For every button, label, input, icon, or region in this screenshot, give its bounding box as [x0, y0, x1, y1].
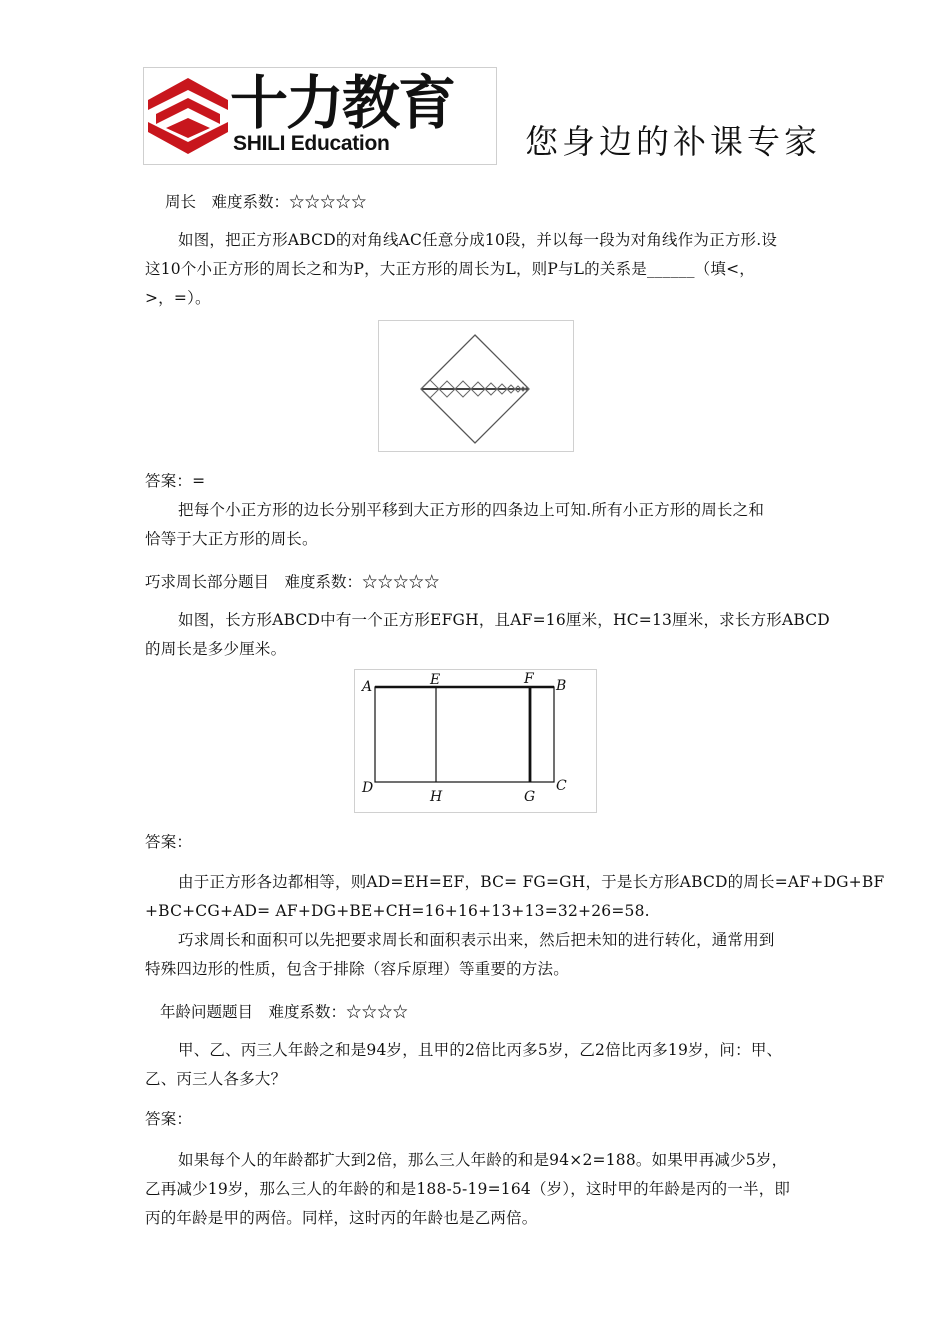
section1-question-line: 如图，把正方形ABCD的对角线AC任意分成10段，并以每一段为对角线作为正方形.设	[178, 231, 778, 249]
label-d: D	[362, 780, 374, 796]
logo-chinese-text: 十力教育	[230, 69, 455, 137]
label-f: F	[524, 671, 534, 687]
label-c: C	[556, 778, 567, 794]
label-e: E	[430, 672, 441, 688]
section2-explain-line: +BC+CG+AD= AF+DG+BE+CH=16+16+13+13=32+26=58.	[145, 902, 650, 920]
section1-heading: 周长 难度系数：☆☆☆☆☆	[165, 193, 367, 211]
section1-explain-line: 恰等于大正方形的周长。	[145, 530, 318, 548]
label-g: G	[524, 789, 536, 805]
section3-answer-label: 答案：	[145, 1110, 193, 1128]
section2-heading: 巧求周长部分题目 难度系数：☆☆☆☆☆	[145, 573, 440, 591]
section2-explain-line: 特殊四边形的性质，包含于排除（容斥原理）等重要的方法。	[145, 960, 569, 978]
section2-answer-label: 答案：	[145, 833, 193, 851]
section3-question-line: 乙、丙三人各多大？	[145, 1070, 287, 1088]
section1-answer-label: 答案：=	[145, 472, 206, 490]
section3-explain-line: 丙的年龄是甲的两倍。同样，这时丙的年龄也是乙两倍。	[145, 1209, 538, 1227]
logo-english-text: SHILI Education	[233, 132, 390, 155]
label-b: B	[556, 678, 567, 694]
section1-explain-line: 把每个小正方形的边长分别平移到大正方形的四条边上可知.所有小正方形的周长之和	[178, 501, 765, 519]
section1-question-line: >，=）。	[145, 289, 211, 307]
slogan: 您身边的补课专家	[525, 122, 821, 161]
section1-question-line: 这10个小正方形的周长之和为P，大正方形的周长为L，则P与L的关系是______（填<，	[145, 260, 755, 278]
section2-explain-line: 巧求周长和面积可以先把要求周长和面积表示出来，然后把未知的进行转化，通常用到	[178, 931, 775, 949]
section3-heading: 年龄问题题目 难度系数：☆☆☆☆	[160, 1003, 409, 1021]
label-a: A	[362, 679, 373, 695]
section2-explain-line: 由于正方形各边都相等，则AD=EH=EF，BC= FG=GH，于是长方形ABCD的周长=AF+DG+BF	[178, 873, 885, 891]
diagonal-squares-diagram	[379, 321, 573, 451]
section3-question-line: 甲、乙、丙三人年龄之和是94岁，且甲的2倍比丙多5岁，乙2倍比丙多19岁，问：甲、	[178, 1041, 783, 1059]
rectangle-square-figure	[354, 669, 597, 813]
diagonal-squares-figure	[378, 320, 574, 452]
section3-explain-line: 如果每个人的年龄都扩大到2倍，那么三人年龄的和是94×2=188。如果甲再减少5岁，	[178, 1151, 788, 1169]
logo-emblem-icon	[146, 74, 230, 158]
logo	[143, 67, 497, 165]
section2-question-line: 的周长是多少厘米。	[145, 640, 287, 658]
label-h: H	[430, 789, 443, 805]
section2-question-line: 如图，长方形ABCD中有一个正方形EFGH，且AF=16厘米，HC=13厘米，求长方形ABCD	[178, 611, 830, 629]
rectangle-abcd-diagram	[355, 670, 596, 812]
section3-explain-line: 乙再减少19岁，那么三人的年龄的和是188-5-19=164（岁），这时甲的年龄是丙的一半，即	[145, 1180, 791, 1198]
